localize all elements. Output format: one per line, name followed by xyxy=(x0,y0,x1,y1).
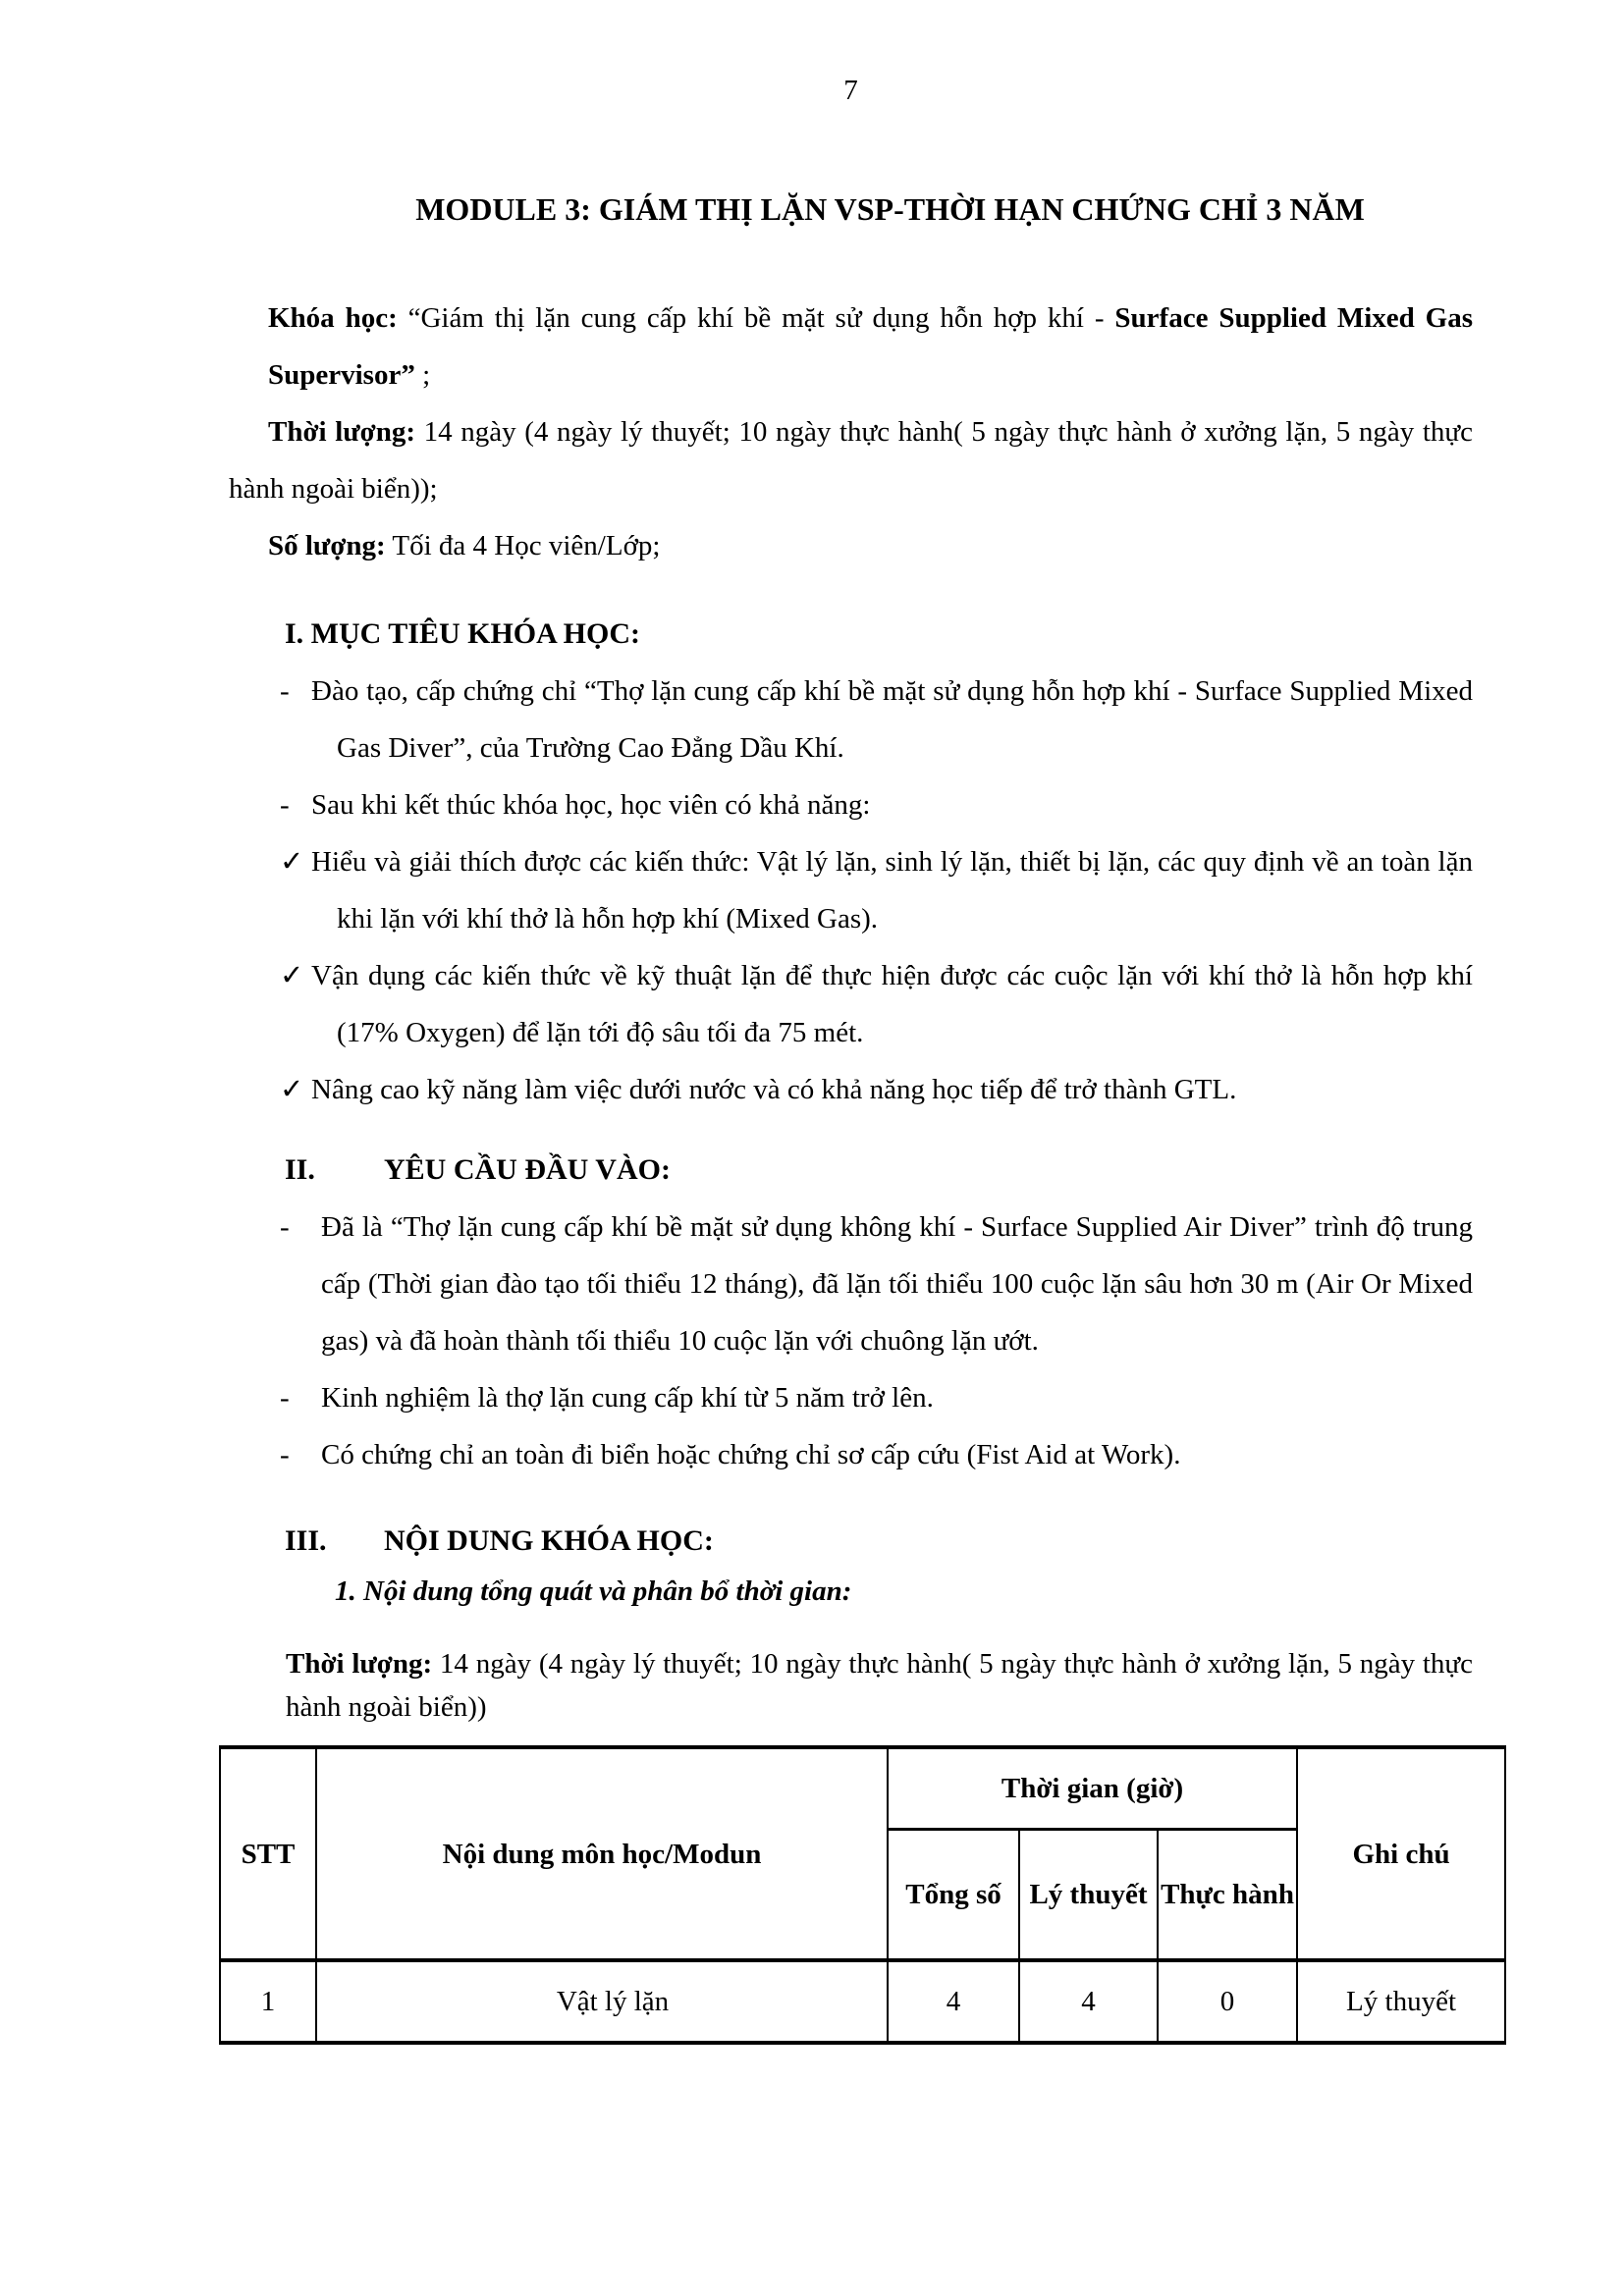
cell-theory: 4 xyxy=(1019,1960,1158,2043)
duration-label: Thời lượng: xyxy=(268,416,416,448)
page-title: MODULE 3: GIÁM THỊ LẶN VSP-THỜI HẠN CHỨNG CHỈ 3 NĂM xyxy=(415,191,1365,227)
dash-bullet: - xyxy=(280,789,290,821)
course-paragraph xyxy=(268,290,1473,403)
column-header-stt: STT xyxy=(220,1747,316,1960)
quantity-text: Tối đa 4 Học viên/Lớp; xyxy=(385,530,661,561)
section-1-list xyxy=(229,663,1473,1118)
cell-content: Vật lý lặn xyxy=(316,1960,888,2043)
page-number: 7 xyxy=(843,75,858,106)
section-3-subheading: 1. Nội dung tổng quát và phân bổ thời gian: xyxy=(335,1575,852,1607)
column-header-content: Nội dung môn học/Modun xyxy=(316,1747,888,1960)
dash-bullet: - xyxy=(280,675,290,707)
dash-bullet: - xyxy=(280,1382,290,1414)
course-content-table xyxy=(219,1745,1506,2045)
checkmark-bullet: ✓ xyxy=(280,960,304,991)
list-item xyxy=(229,663,1473,776)
page-content xyxy=(229,290,1473,2045)
dash-bullet: - xyxy=(280,1211,290,1243)
column-header-practice: Thực hành xyxy=(1158,1829,1297,1960)
column-header-theory: Lý thuyết xyxy=(1019,1829,1158,1960)
list-item xyxy=(229,1369,1473,1426)
list-item-text: Vận dụng các kiến thức về kỹ thuật lặn để thực hiện được các cuộc lặn với khí thở là hỗn hợp khí (17% Oxygen) để lặn tới độ sâu tối đa 75 mét. xyxy=(311,960,1473,1048)
list-item xyxy=(229,1426,1473,1483)
list-item-text: Sau khi kết thúc khóa học, học viên có khả năng: xyxy=(311,789,871,821)
list-item xyxy=(229,1061,1473,1118)
section-2-list xyxy=(229,1199,1473,1483)
quantity-label: Số lượng: xyxy=(268,530,386,561)
course-content-table-wrapper xyxy=(219,1745,1473,2045)
list-item-text: Đã là “Thợ lặn cung cấp khí bề mặt sử dụng không khí - Surface Supplied Air Diver” trình độ trung cấp (Thời gian đào tạo tối thiểu 12 tháng), đã lặn tối thiểu 100 cuộc lặn sâu hơn 30 m (Air Or Mixed gas) và đã hoàn thành tối thiểu 10 cuộc lặn với chuông lặn ướt. xyxy=(321,1211,1473,1357)
list-item xyxy=(229,833,1473,947)
duration-paragraph xyxy=(229,403,1473,517)
section-3-heading xyxy=(285,1513,1473,1570)
column-header-total: Tổng số xyxy=(888,1829,1019,1960)
section-2-heading xyxy=(285,1142,1473,1199)
list-item-text: Hiểu và giải thích được các kiến thức: Vật lý lặn, sinh lý lặn, thiết bị lặn, các quy định về an toàn lặn khi lặn với khí thở là hỗn hợp khí (Mixed Gas). xyxy=(311,846,1473,934)
section-3-title: NỘI DUNG KHÓA HỌC: xyxy=(384,1524,714,1557)
list-item xyxy=(229,947,1473,1061)
course-suffix: ; xyxy=(414,359,431,391)
cell-practice: 0 xyxy=(1158,1960,1297,2043)
section-2-title: YÊU CẦU ĐẦU VÀO: xyxy=(384,1153,671,1186)
table-duration-label: Thời lượng: xyxy=(286,1648,433,1680)
cell-stt: 1 xyxy=(220,1960,316,2043)
table-duration-paragraph xyxy=(286,1642,1473,1729)
column-header-note: Ghi chú xyxy=(1297,1747,1505,1960)
list-item xyxy=(229,776,1473,833)
course-label: Khóa học: xyxy=(268,302,398,334)
course-text: “Giám thị lặn cung cấp khí bề mặt sử dụng hỗn hợp khí - xyxy=(397,302,1115,334)
dash-bullet: - xyxy=(280,1439,290,1470)
table-duration-text: 14 ngày (4 ngày lý thuyết; 10 ngày thực hành( 5 ngày thực hành ở xưởng lặn, 5 ngày thực hành ngoài biển)) xyxy=(286,1648,1473,1723)
column-header-time-group: Thời gian (giờ) xyxy=(888,1747,1297,1829)
list-item-text: Nâng cao kỹ năng làm việc dưới nước và có khả năng học tiếp để trở thành GTL. xyxy=(311,1074,1237,1105)
table-row xyxy=(220,1960,1505,2043)
list-item xyxy=(229,1199,1473,1369)
section-1-heading: I. MỤC TIÊU KHÓA HỌC: xyxy=(285,617,640,650)
course-name-bold: Surface Supplied Mixed Gas Supervisor” xyxy=(268,302,1473,391)
quantity-paragraph xyxy=(229,517,1473,574)
cell-total: 4 xyxy=(888,1960,1019,2043)
section-3-number: III. xyxy=(285,1524,327,1557)
duration-text: 14 ngày (4 ngày lý thuyết; 10 ngày thực hành( 5 ngày thực hành ở xưởng lặn, 5 ngày thực hành ngoài biển)); xyxy=(229,416,1473,505)
list-item-text: Có chứng chỉ an toàn đi biển hoặc chứng chỉ sơ cấp cứu (Fist Aid at Work). xyxy=(321,1439,1181,1470)
list-item-text: Kinh nghiệm là thợ lặn cung cấp khí từ 5 năm trở lên. xyxy=(321,1382,934,1414)
checkmark-bullet: ✓ xyxy=(280,846,304,878)
section-2-number: II. xyxy=(285,1153,315,1186)
checkmark-bullet: ✓ xyxy=(280,1074,304,1105)
list-item-text: Đào tạo, cấp chứng chỉ “Thợ lặn cung cấp khí bề mặt sử dụng hỗn hợp khí - Surface Supplied Mixed Gas Diver”, của Trường Cao Đẳng Dầu Khí. xyxy=(311,675,1473,764)
cell-note: Lý thuyết xyxy=(1297,1960,1505,2043)
table-header-row-top xyxy=(220,1747,1505,1829)
